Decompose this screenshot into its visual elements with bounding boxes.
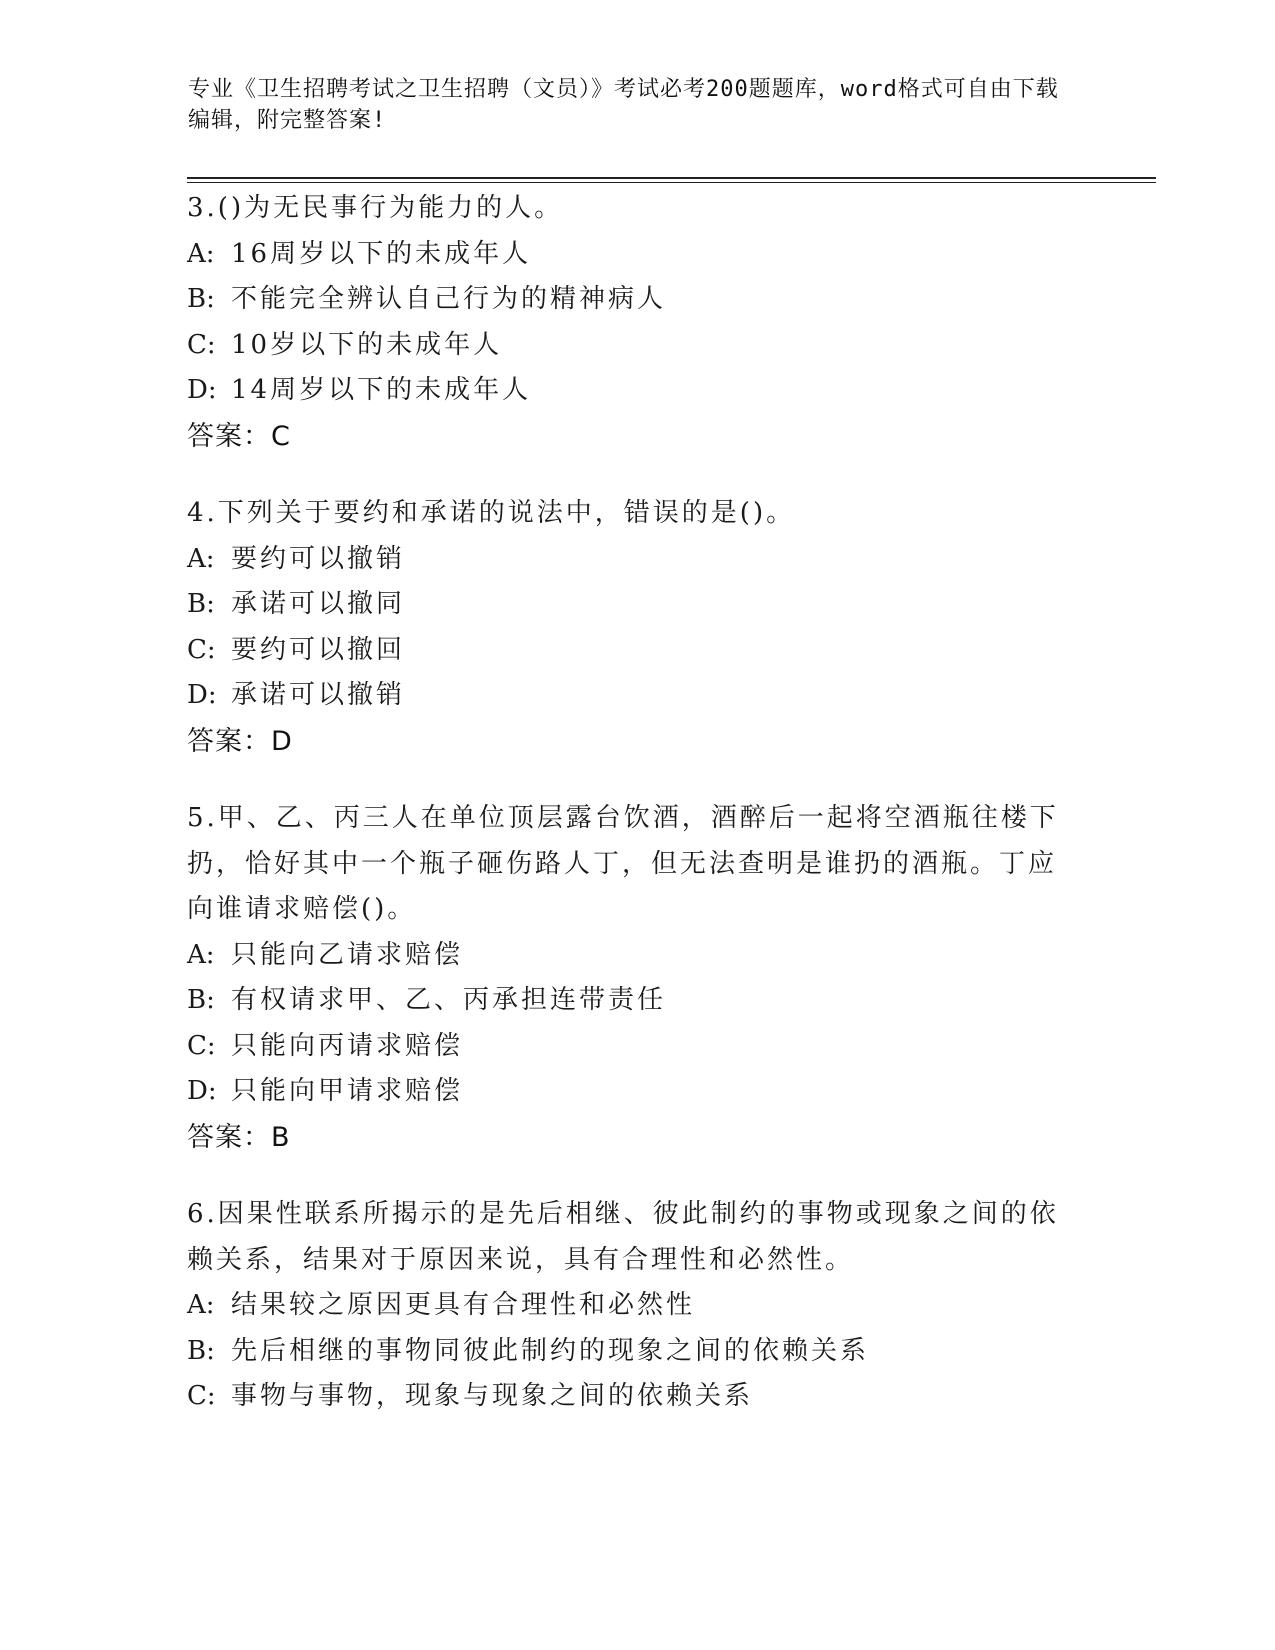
option-key: A:: [187, 543, 215, 574]
option-b: [187, 277, 1067, 323]
option-text: 只能向乙请求赔偿: [231, 939, 464, 970]
option-key: D:: [187, 680, 217, 710]
option-a: [187, 933, 1067, 979]
question-list: [187, 186, 1067, 1452]
option-text: 要约可以撤销: [231, 543, 406, 574]
option-key: A:: [187, 1290, 215, 1320]
question-item: [187, 491, 1067, 764]
question-stem: 6.因果性联系所揭示的是先后相继、彼此制约的事物或现象之间的依赖关系，结果对于原因来说，具有合理性和必然性。: [187, 1199, 1059, 1275]
option-key: C:: [187, 1030, 216, 1061]
option-a: [187, 537, 1067, 583]
answer-line: 答案：B: [187, 1121, 291, 1153]
header-divider: [187, 177, 1156, 179]
question-stem: 4.下列关于要约和承诺的说法中，错误的是()。: [187, 498, 796, 528]
option-key: A:: [187, 238, 215, 269]
option-c: [187, 1024, 1067, 1070]
option-text: 承诺可以撤同: [231, 589, 406, 619]
option-c: [187, 628, 1067, 674]
option-key: C:: [187, 634, 216, 665]
option-key: B:: [187, 1335, 215, 1366]
option-text: 承诺可以撤销: [231, 680, 406, 710]
option-b: [187, 978, 1067, 1024]
question-stem: 3.()为无民事行为能力的人。: [187, 193, 564, 223]
option-b: [187, 582, 1067, 628]
option-text: 只能向丙请求赔偿: [231, 1030, 464, 1061]
option-text: 10岁以下的未成年人: [231, 329, 503, 360]
option-text: 不能完全辨认自己行为的精神病人: [231, 284, 667, 314]
option-text: 要约可以撤回: [231, 634, 406, 665]
document-header: 专业《卫生招聘考试之卫生招聘（文员）》考试必考200题题库，word格式可自由下载编辑，附完整答案!: [188, 77, 1059, 133]
question-stem: 5.甲、乙、丙三人在单位顶层露台饮酒，酒醉后一起将空酒瓶往楼下扔，恰好其中一个瓶子砸伤路人丁，但无法查明是谁扔的酒瓶。丁应向谁请求赔偿()。: [187, 803, 1059, 924]
option-d: [187, 368, 1067, 414]
option-d: [187, 1069, 1067, 1115]
option-key: D:: [187, 375, 217, 405]
option-text: 结果较之原因更具有合理性和必然性: [231, 1290, 696, 1320]
option-key: B:: [187, 589, 215, 619]
question-item: [187, 796, 1067, 1160]
option-text: 有权请求甲、乙、丙承担连带责任: [231, 985, 667, 1015]
answer-line: 答案：D: [187, 725, 293, 757]
option-c: [187, 1374, 1067, 1420]
option-text: 事物与事物，现象与现象之间的依赖关系: [231, 1381, 754, 1411]
option-key: C:: [187, 329, 216, 360]
answer-line: 答案：C: [187, 420, 291, 452]
option-key: B:: [187, 985, 215, 1015]
header-divider-thin: [187, 182, 1156, 183]
option-key: B:: [187, 284, 215, 314]
option-text: 只能向甲请求赔偿: [231, 1076, 464, 1106]
option-key: C:: [187, 1381, 216, 1411]
option-b: [187, 1329, 1067, 1375]
question-item: [187, 186, 1067, 459]
option-d: [187, 673, 1067, 719]
option-key: A:: [187, 939, 215, 970]
option-key: D:: [187, 1076, 217, 1106]
option-c: [187, 323, 1067, 369]
question-item: [187, 1192, 1067, 1420]
option-text: 14周岁以下的未成年人: [231, 375, 532, 405]
option-a: [187, 232, 1067, 278]
option-text: 先后相继的事物同彼此制约的现象之间的依赖关系: [231, 1335, 870, 1366]
option-a: [187, 1283, 1067, 1329]
option-text: 16周岁以下的未成年人: [231, 238, 532, 269]
